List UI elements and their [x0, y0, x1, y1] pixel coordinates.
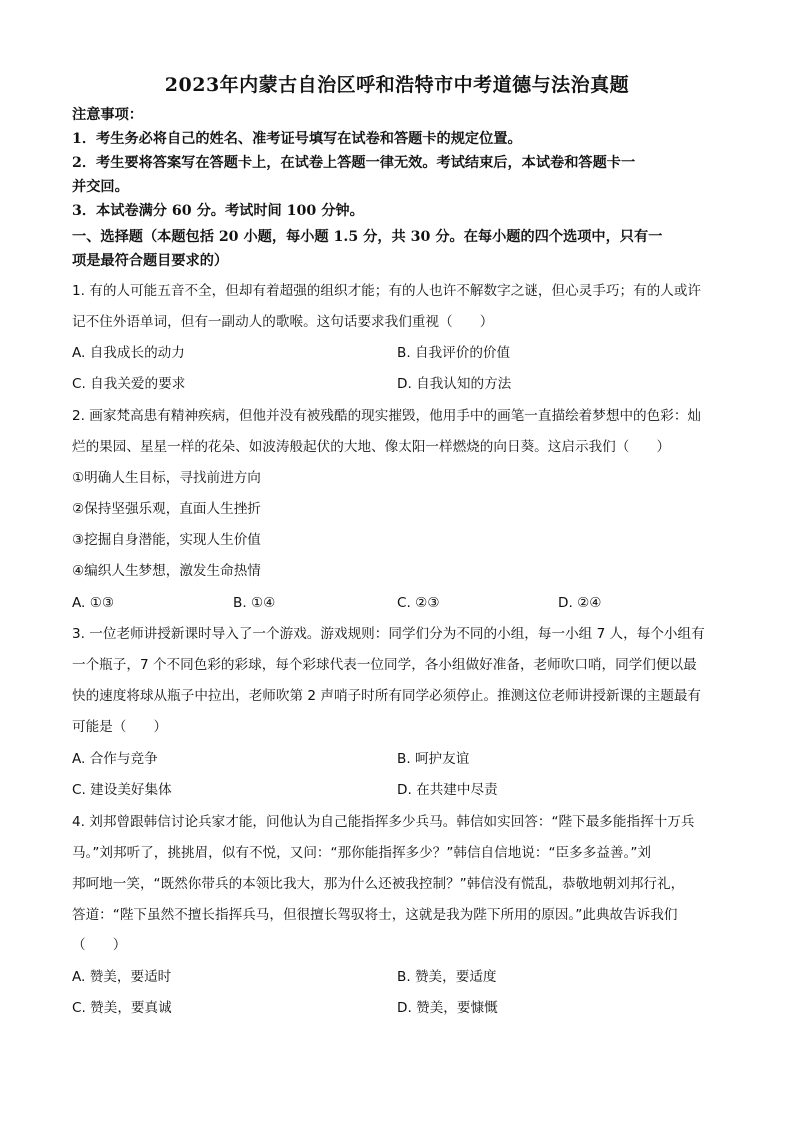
option-c: C. 赞美，要真诚 [72, 1000, 172, 1016]
option-d: D. 自我认知的方法 [397, 376, 512, 392]
notice-item: 并交回。 [72, 179, 129, 195]
question-text: 4. 刘邦曾跟韩信讨论兵家才能，问他认为自己能指挥多少兵马。韩信如实回答：“陛下最多能指挥十万兵 [72, 814, 695, 830]
option-b: B. 赞美，要适度 [397, 969, 497, 985]
page-title: 2023年内蒙古自治区呼和浩特市中考道德与法治真题 [164, 74, 630, 96]
option-a: A. 自我成长的动力 [72, 345, 185, 361]
question-text: 可能是（ ） [72, 719, 168, 735]
question-text: 马。”刘邦听了，挑挑眉，似有不悦，又问：“那你能指挥多少？”韩信自信地说：“臣多多益善。”刘 [72, 845, 651, 861]
option-a: A. 赞美，要适时 [72, 969, 172, 985]
question-text: 烂的果园、星星一样的花朵、如波涛般起伏的大地、像太阳一样燃烧的向日葵。这启示我们（ ） [72, 439, 671, 455]
section-heading: 一、选择题（本题包括 20 小题，每小题 1.5 分，共 30 分。在每小题的四个选项中，只有一 [72, 229, 663, 245]
question-text: 记不住外语单词，但有一副动人的歌喉。这句话要求我们重视（ ） [72, 314, 494, 330]
option-a: A. 合作与竞争 [72, 751, 158, 767]
option-c: C. 自我关爱的要求 [72, 376, 186, 392]
question-text: 3. 一位老师讲授新课时导入了一个游戏。游戏规则：同学们分为不同的小组，每一小组 7 人，每个小组有 [72, 626, 705, 642]
notice-item: 3．本试卷满分 60 分。考试时间 100 分钟。 [72, 203, 364, 219]
question-text: （ ） [72, 937, 127, 953]
question-text: 邦呵地一笑，“既然你带兵的本领比我大，那为什么还被我控制？”韩信没有慌乱，恭敬地朝刘邦行礼， [72, 876, 685, 892]
option-c: C. ②③ [397, 595, 440, 611]
option-a: A. ①③ [72, 595, 115, 611]
question-text: 2. 画家梵高患有精神疾病，但他并没有被残酷的现实摧毁，他用手中的画笔一直描绘着梦想中的色彩：灿 [72, 408, 702, 424]
section-heading-cont: 项是最符合题目要求的） [72, 253, 229, 269]
option-b: B. 呵护友谊 [397, 751, 470, 767]
notice-heading: 注意事项： [72, 107, 143, 123]
statement: ④编织人生梦想，激发生命热情 [72, 563, 261, 579]
option-d: D. ②④ [558, 595, 602, 611]
statement: ③挖掘自身潜能，实现人生价值 [72, 532, 261, 548]
option-b: B. ①④ [233, 595, 276, 611]
question-text: 答道：“陛下虽然不擅长指挥兵马，但很擅长驾驭将士，这就是我为陛下所用的原因。”此典故告诉我们 [72, 907, 678, 923]
notice-item: 2．考生要将答案写在答题卡上，在试卷上答题一律无效。考试结束后，本试卷和答题卡一 [72, 155, 636, 171]
statement: ①明确人生目标，寻找前进方向 [72, 470, 261, 486]
statement: ②保持坚强乐观，直面人生挫折 [72, 501, 261, 517]
notice-item: 1．考生务必将自己的姓名、准考证号填写在试卷和答题卡的规定位置。 [72, 131, 522, 147]
question-text: 1. 有的人可能五音不全，但却有着超强的组织才能；有的人也许不解数字之谜，但心灵手巧；有的人或许 [72, 283, 702, 299]
option-d: D. 在共建中尽责 [397, 782, 498, 798]
option-c: C. 建设美好集体 [72, 782, 172, 798]
option-b: B. 自我评价的价值 [397, 345, 511, 361]
question-text: 快的速度将球从瓶子中拉出，老师吹第 2 声哨子时所有同学必须停止。推测这位老师讲授新课的主题最有 [72, 688, 702, 704]
question-text: 一个瓶子，7 个不同色彩的彩球，每个彩球代表一位同学，各小组做好准备，老师吹口哨，同学们便以最 [72, 657, 697, 673]
option-d: D. 赞美，要慷慨 [397, 1000, 498, 1016]
